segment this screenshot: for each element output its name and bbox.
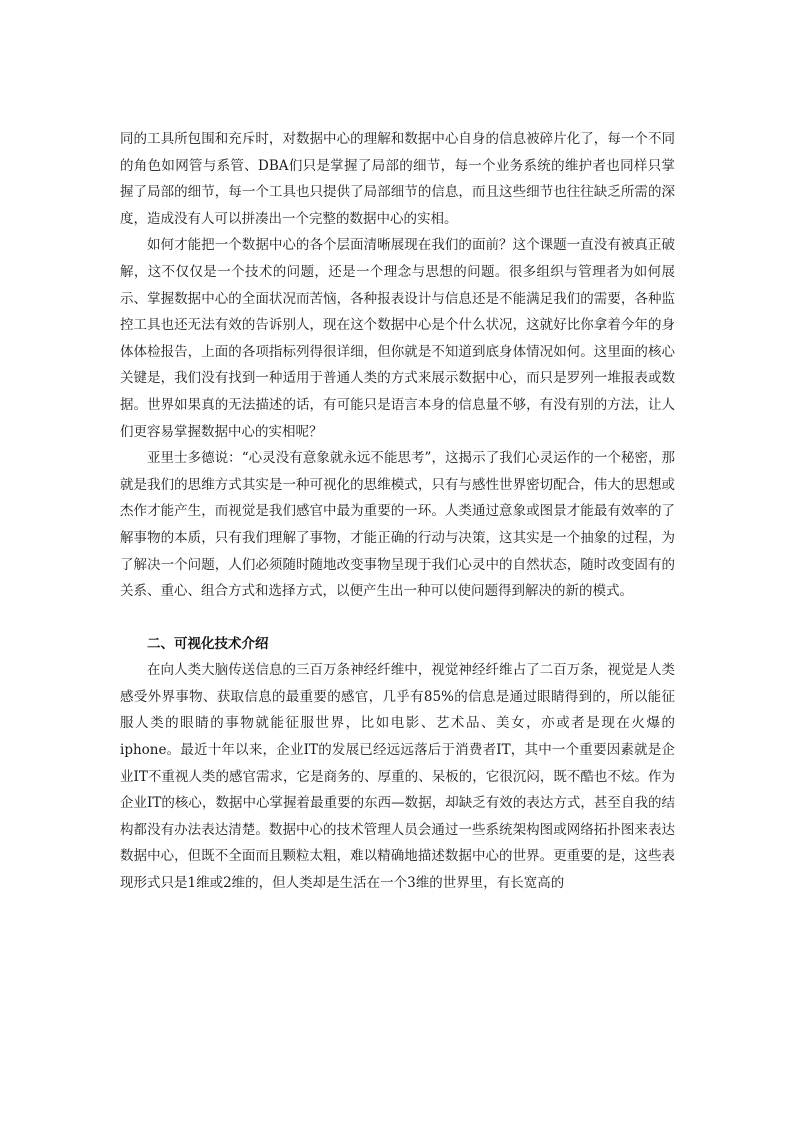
section-heading: 二、可视化技术介绍: [147, 635, 269, 652]
paragraph-how-to-display: 如何才能把一个数据中心的各个层面清晰展现在我们的面前？这个课题一直没有被真正破解，这不仅仅是一个技术的问题，还是一个理念与思想的问题。很多组织与管理者为如何展示、掌握数据中心的全面状况而苦恼，各种报表设计与信息还是不能满足我们的需要，各种监控工具也还无法有效的告诉别人，现在这个数据中心是个什么状况，这就好比你拿着今年的身体体检报告，上面的各项指标列得很详细，但你就是不知道到底身体情况如何。这里面的核心关键是，我们没有找到一种适用于普通人类的方式来展示数据中心，而只是罗列一堆报表或数据。世界如果真的无法描述的话，有可能只是语言本身的信息量不够，有没有别的方法，让人们更容易掌握数据中心的实相呢？: [120, 237, 675, 440]
document-body: [120, 126, 675, 897]
paragraph-aristotle: 亚里士多德说：“心灵没有意象就永远不能思考”，这揭示了我们心灵运作的一个秘密，那就是我们的思维方式其实是一种可视化的思维模式，只有与感性世界密切配合，伟大的思想或杰作才能产生，而视觉是我们感官中最为重要的一环。人类通过意象或图景才能最有效率的了解事物的本质，只有我们理解了事物，才能正确的行动与决策，这其实是一个抽象的过程，为了解决一个问题，人们必须随时随地改变事物呈现于我们心灵中的自然状态，随时改变固有的关系、重心、组合方式和选择方式，以便产生出一种可以使问题得到解决的新的模式。: [120, 450, 675, 600]
paragraph-continuation: 同的工具所包围和充斥时，对数据中心的理解和数据中心自身的信息被碎片化了，每一个不同的角色如网管与系管、DBA们只是掌握了局部的细节，每一个业务系统的维护者也同样只掌握了局部的细节，每一个工具也只提供了局部细节的信息，而且这些细节也往往缺乏所需的深度，造成没有人可以拼凑出一个完整的数据中心的实相。: [120, 131, 675, 227]
paragraph-visual-nerves: 在向人类大脑传送信息的三百万条神经纤维中，视觉神经纤维占了二百万条，视觉是人类感受外界事物、获取信息的最重要的感官，几乎有85%的信息是通过眼睛得到的，所以能征服人类的眼睛的事物就能征服世界，比如电影、艺术品、美女，亦或者是现在火爆的iphone。最近十年以来，企业IT的发展已经远远落后于消费者IT，其中一个重要因素就是企业IT不重视人类的感官需求，它是商务的、厚重的、呆板的，它很沉闷，既不酷也不炫。作为企业IT的核心，数据中心掌握着最重要的东西—数据，却缺乏有效的表达方式，甚至自我的结构都没有办法表达清楚。数据中心的技术管理人员会通过一些系统架构图或网络拓扑图来表达数据中心，但既不全面而且颗粒太粗，难以精确地描述数据中心的世界。更重要的是，这些表现形式只是1维或2维的，但人类却是生活在一个3维的世界里，有长宽高的: [120, 662, 675, 892]
